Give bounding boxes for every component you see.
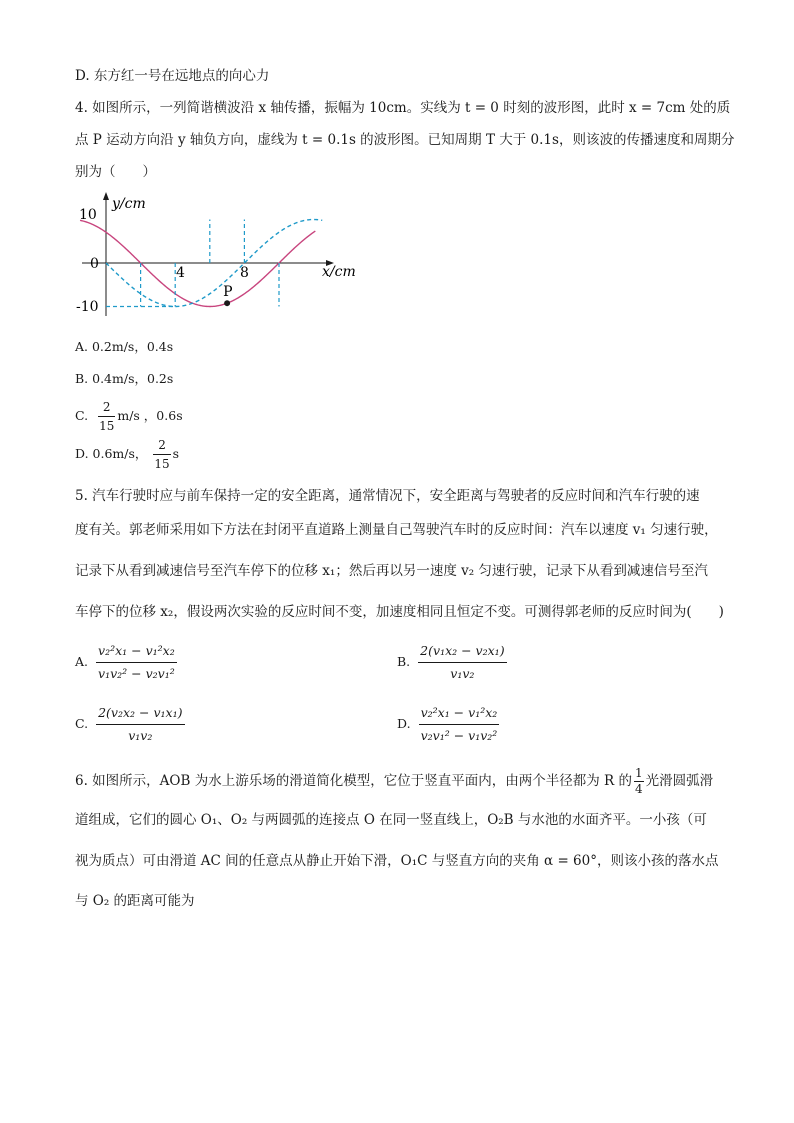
- q5-option-a[interactable]: [75, 642, 177, 683]
- y-tick-0: 0: [90, 256, 99, 272]
- q3-option-d: D. 东方红一号在远地点的向心力: [75, 68, 270, 84]
- q4-option-d-den: 15: [154, 457, 170, 471]
- q4-option-b[interactable]: B. 0.4m/s，0.2s: [75, 371, 174, 386]
- q4-option-d-num: 2: [153, 436, 170, 455]
- x-tick-4: 4: [176, 265, 185, 281]
- y-tick-10: 10: [79, 207, 97, 223]
- point-p-label: P: [223, 284, 233, 301]
- q4-option-c-suffix: m/s ，0.6s: [117, 408, 183, 423]
- q5-option-d-den: v₂v₁² − v₁v₂²: [420, 728, 498, 743]
- q5-option-a-num: v₂²x₁ − v₁²x₂: [96, 642, 177, 663]
- q4-option-d-fraction: [153, 436, 170, 473]
- q6-quarter-fraction: [634, 766, 644, 797]
- q5-option-d-label: D.: [397, 716, 411, 731]
- q6-stem-line2: 道组成，它们的圆心 O₁、O₂ 与两圆弧的连接点 O 在同一竖直线上，O₂B 与水池的水面齐平。一小孩（可: [75, 812, 707, 828]
- wave-graph: [72, 192, 362, 320]
- q5-option-c-label: C.: [75, 716, 89, 731]
- q4-option-d[interactable]: [75, 436, 179, 473]
- q6-stem-line1: [75, 766, 713, 797]
- q4-stem-line2: 点 P 运动方向沿 y 轴负方向，虚线为 t = 0.1s 的波形图。已知周期 T 大于 0.1s，则该波的传播速度和周期分: [75, 132, 735, 148]
- q5-option-a-fraction: [96, 642, 177, 683]
- q5-option-b-den: v₁v₂: [450, 666, 475, 681]
- q5-option-a-den: v₁v₂² − v₂v₁²: [98, 666, 175, 681]
- q4-option-a[interactable]: A. 0.2m/s，0.4s: [75, 339, 174, 354]
- q5-option-b[interactable]: [397, 642, 507, 683]
- q5-option-a-label: A.: [75, 654, 89, 669]
- q4-option-c[interactable]: [75, 398, 183, 435]
- q5-option-d-fraction: [419, 704, 500, 745]
- y-axis-arrow: [103, 192, 109, 200]
- y-axis-label: y/cm: [112, 196, 146, 212]
- q5-option-d-num: v₂²x₁ − v₁²x₂: [419, 704, 500, 725]
- q4-option-c-prefix: C.: [75, 408, 93, 423]
- q5-option-c-fraction: [96, 704, 184, 745]
- x-tick-8: 8: [240, 265, 249, 281]
- q5-stem-line1: 5. 汽车行驶时应与前车保持一定的安全距离，通常情况下，安全距离与驾驶者的反应时间和汽车行驶的速: [75, 488, 700, 504]
- q6-stem-line4: 与 O₂ 的距离可能为: [75, 893, 195, 909]
- q5-stem-line4: 车停下的位移 x₂，假设两次实验的反应时间不变，加速度相同且恒定不变。可测得郭老师的反应时间为( ): [75, 604, 724, 620]
- q5-option-d[interactable]: [397, 704, 499, 745]
- q5-option-c-num: 2(v₂x₂ − v₁x₁): [96, 704, 184, 725]
- q6-stem-line3: 视为质点）可由滑道 AC 间的任意点从静止开始下滑，O₁C 与竖直方向的夹角 α = 60°，则该小孩的落水点: [75, 853, 719, 869]
- q5-stem-line3: 记录下从看到减速信号至汽车停下的位移 x₁；然后再以另一速度 v₂ 匀速行驶，记录下从看到减速信号至汽: [75, 563, 708, 579]
- q6-fraction-num: 1: [634, 766, 643, 780]
- q4-option-c-num: 2: [98, 398, 115, 417]
- q5-option-b-fraction: [418, 642, 506, 683]
- q5-option-c[interactable]: [75, 704, 185, 745]
- x-axis-label: x/cm: [322, 264, 356, 280]
- q4-option-c-den: 15: [99, 419, 115, 433]
- y-tick-neg10: -10: [76, 299, 99, 315]
- q4-option-c-fraction: [98, 398, 115, 435]
- q4-stem-line3: 别为（ ）: [75, 164, 156, 180]
- q5-option-b-label: B.: [397, 654, 411, 669]
- q6-line1-b: 光滑圆弧滑: [645, 773, 714, 789]
- q4-option-d-prefix: D. 0.6m/s，: [75, 446, 148, 461]
- q6-fraction-den: 4: [634, 782, 643, 796]
- q5-stem-line2: 度有关。郭老师采用如下方法在封闭平直道路上测量自己驾驶汽车时的反应时间：汽车以速度 v₁ 匀速行驶，: [75, 522, 718, 538]
- point-p: [224, 300, 230, 306]
- q5-option-c-den: v₁v₂: [128, 728, 153, 743]
- q5-option-b-num: 2(v₁x₂ − v₂x₁): [418, 642, 506, 663]
- q4-option-d-suffix: s: [172, 446, 180, 461]
- q6-line1-a: 6. 如图所示，AOB 为水上游乐场的滑道简化模型，它位于竖直平面内，由两个半径都为 R 的: [75, 773, 632, 789]
- q4-stem-line1: 4. 如图所示，一列简谐横波沿 x 轴传播，振幅为 10cm。实线为 t = 0 时刻的波形图，此时 x = 7cm 处的质: [75, 100, 731, 116]
